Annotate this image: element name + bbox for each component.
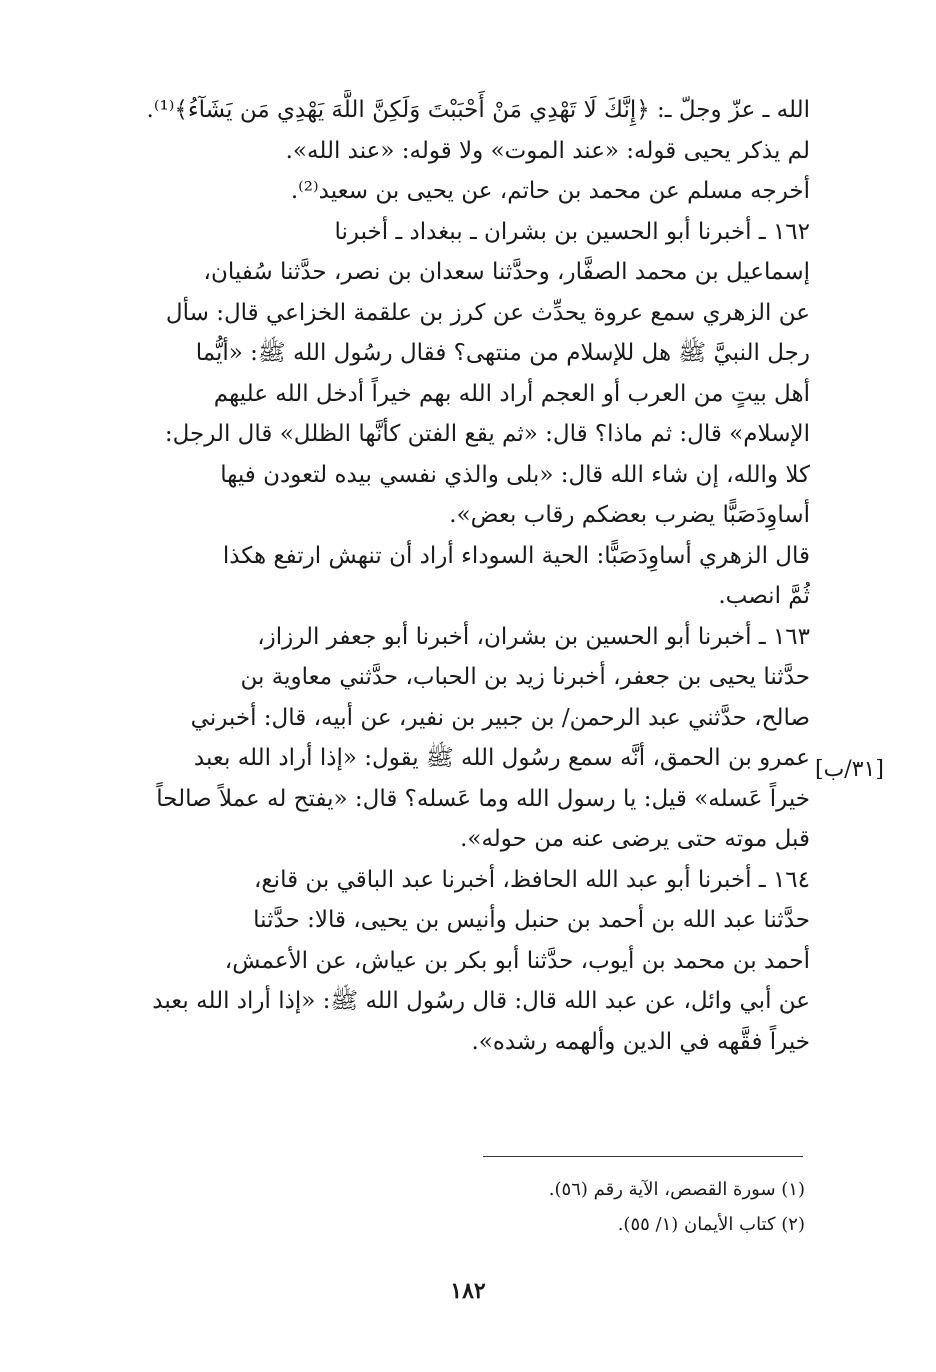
text-line: الله ـ عزّ وجلّ ـ: ﴿إِنَّكَ لَا تَهْدِي مَنْ أَحْبَبْتَ وَلَكِنَّ اللَّهَ يَهْدِي مَن يَشَآءُ﴾⁽¹⁾.	[146, 97, 810, 123]
text-line: أساوِدَصَبًّا يضرب بعضكم رقاب بعض».	[449, 502, 810, 528]
folio-margin-note: [٣١/ب]	[815, 757, 884, 782]
text-line: أخرجه مسلم عن محمد بن حاتم، عن يحيى بن سعيد⁽²⁾.	[290, 178, 810, 204]
footnote-2: (٢) كتاب الأيمان (١/ ٥٥).	[617, 1214, 805, 1235]
text-line: إسماعيل بن محمد الصفَّار، وحدَّثنا سعدان بن نصر، حدَّثنا سُفيان،	[203, 259, 810, 285]
text-line: لم يذكر يحيى قوله: «عند الموت» ولا قوله: «عند الله».	[285, 137, 810, 164]
text-line: عمرو بن الحمق، أنَّه سمع رسُول الله ﷺ يقول: «إذا أراد الله بعبد	[193, 745, 810, 771]
text-line: رجل النبيَّ ﷺ هل للإسلام من منتهى؟ فقال رسُول الله ﷺ: «أيُّما	[195, 340, 810, 366]
text-line: عن أبي وائل، عن عبد الله قال: قال رسُول الله ﷺ: «إذا أراد الله بعبد	[152, 988, 810, 1014]
hadith-162-line: ١٦٢ ـ أخبرنا أبو الحسين بن بشران ـ ببغداد ـ أخبرنا	[334, 218, 810, 245]
text-line: أهل بيتٍ من العرب أو العجم أراد الله بهم خيراً أدخل الله عليهم	[213, 380, 810, 407]
hadith-163-line: ١٦٣ ـ أخبرنا أبو الحسين بن بشران، أخبرنا أبو جعفر الرزاز،	[257, 623, 810, 650]
main-text	[105, 90, 810, 1062]
text-line: الإسلام» قال: ثم ماذا؟ قال: «ثم يقع الفتن كأنَّها الظلل» قال الرجل:	[164, 421, 810, 447]
text-line: قال الزهري أساوِدَصَبًّا: الحية السوداء أراد أن تنهش ارتفع هكذا	[222, 542, 810, 569]
text-line: كلا والله، إن شاء الله قال: «بلى والذي نفسي بيده لتعودن فيها	[220, 461, 810, 488]
text-line: حدَّثنا يحيى بن جعفر، أخبرنا زيد بن الحباب، حدَّثني معاوية بن	[240, 664, 810, 690]
text-line: عن الزهري سمع عروة يحدِّث عن كرز بن علقمة الخزاعي قال: سأل	[165, 299, 810, 326]
text-line: حدَّثنا عبد الله بن أحمد بن حنبل وأنيس بن يحيى، قالا: حدَّثنا	[253, 907, 810, 933]
footnote-1: (١) سورة القصص، الآية رقم (٥٦).	[548, 1179, 805, 1200]
text-line: ثُمَّ انصب.	[718, 583, 810, 609]
footnotes	[450, 1172, 805, 1242]
hadith-164-line: ١٦٤ ـ أخبرنا أبو عبد الله الحافظ، أخبرنا عبد الباقي بن قانع،	[254, 866, 810, 893]
footnote-divider	[483, 1156, 803, 1157]
text-line: خيراً فقَّهه في الدين وألهمه رشده».	[471, 1028, 810, 1055]
text-line: صالح، حدَّثني عبد الرحمن/ بن جبير بن نفير، عن أبيه، قال: أخبرني	[190, 704, 810, 731]
text-line: خيراً عَسله» قيل: يا رسول الله وما عَسله؟ قال: «يفتح له عملاً صالحاً	[156, 785, 810, 812]
text-line: أحمد بن محمد بن أيوب، حدَّثنا أبو بكر بن عياش، عن الأعمش،	[224, 947, 810, 974]
text-line: قبل موته حتى يرضى عنه من حوله».	[460, 826, 810, 852]
page-number: ١٨٢	[450, 1278, 486, 1304]
